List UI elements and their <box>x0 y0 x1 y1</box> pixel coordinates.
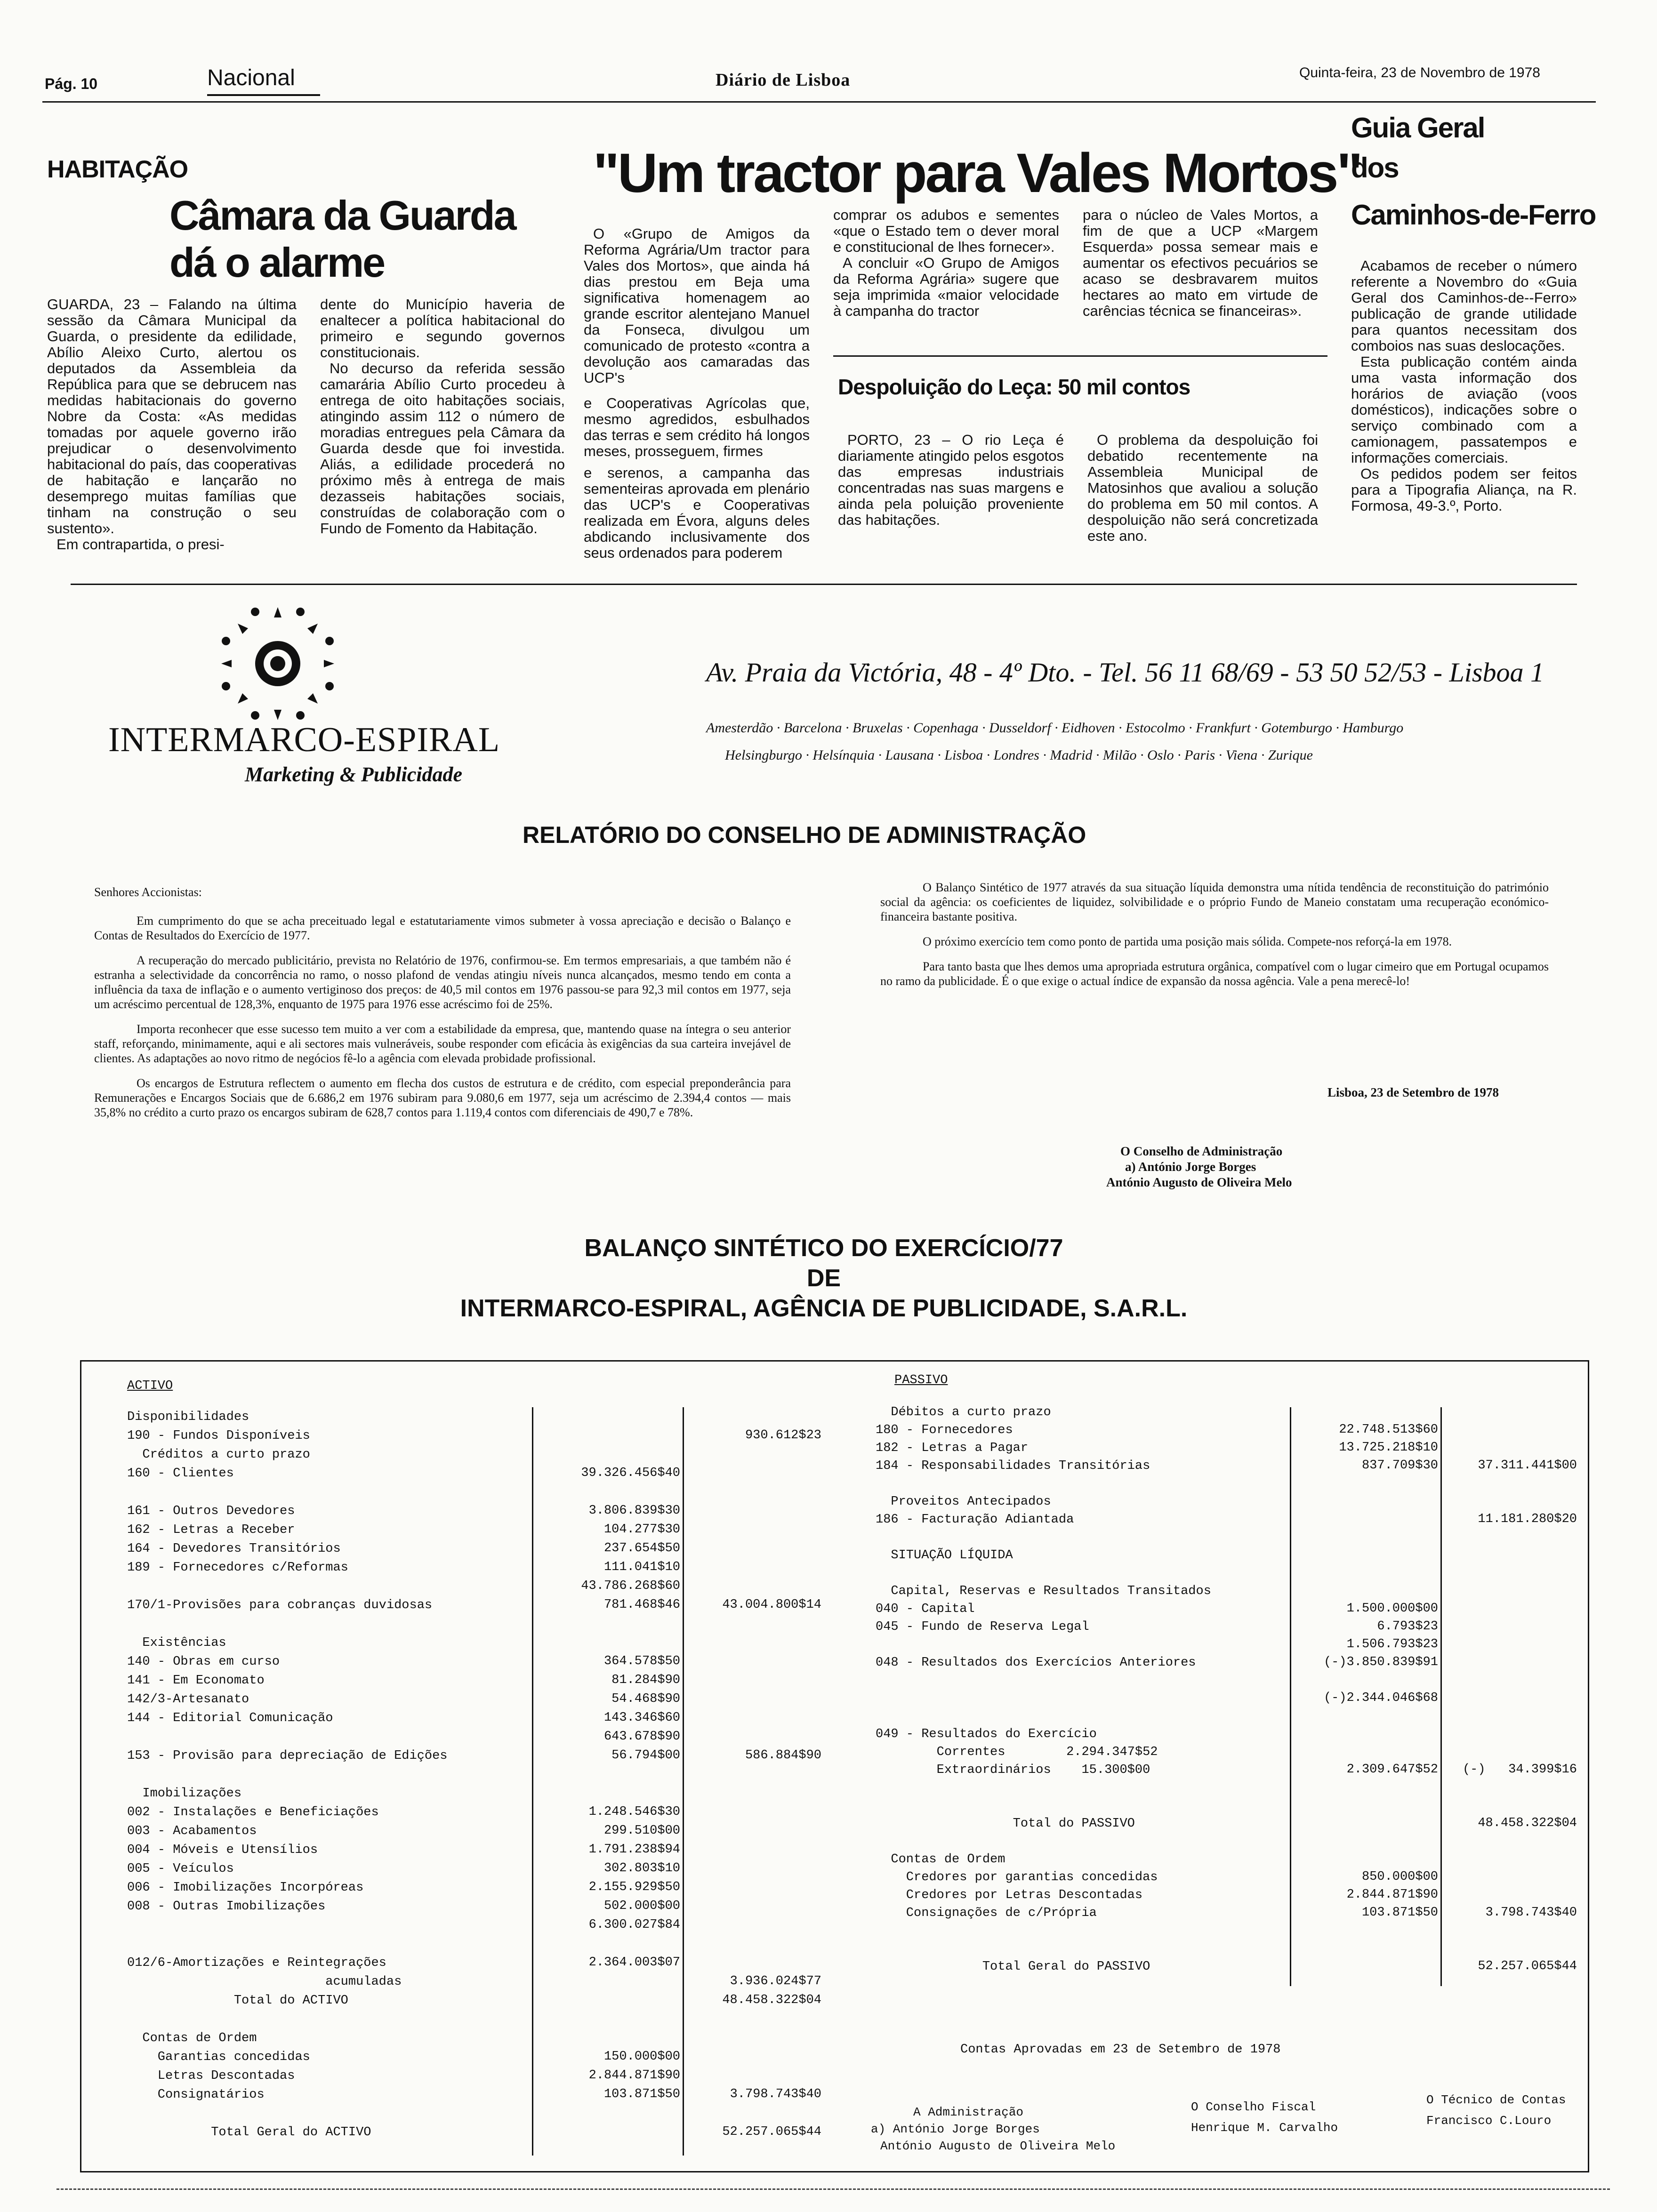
balance-row-label: Disponibilidades <box>127 1410 249 1424</box>
tractor-col-2 <box>833 207 1059 319</box>
balance-row-label: 006 - Imobilizações Incorpóreas <box>127 1881 364 1895</box>
balance-row-total: 52.257.065$44 <box>722 2125 821 2139</box>
report-place-date: Lisboa, 23 de Setembro de 1978 <box>1327 1085 1499 1099</box>
tractor-col-3-a: para o núcleo de Vales Mortos, a fim de que a UCP «Margem Esquerda» possa semear mais e aumentar os efectivos pecuários se acaso se desbravarem muitos hectares ao mato em virtude de carências técnica se financeiras». <box>1083 207 1318 319</box>
balance-row-amount: 2.844.871$90 <box>1346 1888 1438 1902</box>
balance-row-amount: 237.654$50 <box>603 1541 680 1555</box>
report-p2: A recuperação do mercado publicitário, prevista no Relatório de 1976, confirmou-se. Em termos empresariais, a que também não é estranha a selectividade da concorrência no ramo, o nosso plafond de vendas atingiu níveis nunca alcançados, mesmo tendo em conta a influência da taxa de inflação e o aumento vertiginoso dos preços: de 40,5 mil contos em 1976 passou-se para 92,3 mil contos em 1977, seja um acréscimo percentual de 128,3%, enquanto de 1975 para 1976 esse acréscimo foi de 25%. <box>94 954 791 1011</box>
habitacao-kicker: HABITAÇÃO <box>47 156 188 183</box>
balance-row-amount: 2.364.003$07 <box>588 1956 680 1970</box>
balance-row-amount: 302.803$10 <box>603 1861 680 1875</box>
issue-date: Quinta-feira, 23 de Novembro de 1978 <box>1299 65 1540 80</box>
balance-row-label: 040 - Capital <box>876 1602 975 1616</box>
balance-row-amount: 643.678$90 <box>603 1730 680 1744</box>
balance-row-total: 37.311.441$00 <box>1478 1459 1577 1473</box>
section-underline <box>207 94 320 96</box>
report-p1: Em cumprimento do que se acha preceituado legal e estatutariamente vimos submeter à vossa apreciação e decisão o Balanço e Contas de Resultados do Exercício de 1977. <box>94 914 791 942</box>
guia-headline-2: dos <box>1351 152 1399 184</box>
report-title: RELATÓRIO DO CONSELHO DE ADMINISTRAÇÃO <box>523 822 1086 848</box>
report-p7: Para tanto basta que lhes demos uma apropriada estrutura orgânica, compatível com o lugar cimeiro que em Portugal ocupamos no ramo da publicidade. É o que exige o actual índice de expansão da nossa agência. Vale a pena merecê-lo! <box>880 960 1549 988</box>
agency-address: Av. Praia da Victória, 48 - 4º Dto. - Tel. 56 11 68/69 - 53 50 52/53 - Lisboa 1 <box>706 657 1544 688</box>
balance-row-amount: 143.346$60 <box>603 1711 680 1725</box>
tractor-col-1-c: e serenos, a campanha das sementeiras aprovada em plenário das UCP's e Cooperativas realizada em Évora, alguns deles abdicando inclusivamente dos seus ordenados para poderem <box>584 465 810 561</box>
balance-row-amount: 6.300.027$84 <box>588 1918 680 1932</box>
balance-row-amount: 3.806.839$30 <box>588 1504 680 1518</box>
balance-row-label: 144 - Editorial Comunicação <box>127 1711 333 1725</box>
balance-row-label: 045 - Fundo de Reserva Legal <box>876 1620 1089 1634</box>
balance-title-2: DE <box>806 1265 841 1292</box>
balance-row-label: 008 - Outras Imobilizações <box>127 1899 326 1914</box>
balance-row-label: 140 - Obras em curso <box>127 1655 280 1669</box>
balance-row-label: 003 - Acabamentos <box>127 1824 257 1838</box>
balance-row-amount: (-)3.850.839$91 <box>1323 1655 1438 1669</box>
balance-row-amount: (-)2.344.046$68 <box>1323 1691 1438 1705</box>
habitacao-col-2-b: No decurso da referida sessão camarária Abílio Curto procedeu à entrega de oito habitações sociais, atingindo assim 112 o número de moradias entregues pela Câmara da Guarda desde que foi investida. Aliás, a edilidade procederá no próximo mês à entrega de mais dezasseis habitações sociais, construídas de colaboração com o Fundo de Fomento da Habitação. <box>320 360 565 537</box>
guia-headline-1: Guia Geral <box>1351 112 1485 144</box>
sign-fiscal-title: O Conselho Fiscal <box>1191 2100 1316 2114</box>
balance-row-label: Proveitos Antecipados <box>876 1495 1051 1509</box>
passivo-col-divider-1 <box>1290 1407 1291 1986</box>
passivo-col-divider-2 <box>1440 1407 1442 1986</box>
balance-row-total: 586.884$90 <box>745 1748 821 1763</box>
balance-row-label: Existências <box>127 1636 226 1650</box>
balance-row-amount: 13.725.218$10 <box>1339 1441 1438 1455</box>
balance-row-label: 012/6-Amortizações e Reintegrações <box>127 1956 386 1970</box>
balance-row-label: Credores por Letras Descontadas <box>876 1888 1143 1902</box>
balance-row-label: Contas de Ordem <box>876 1852 1005 1867</box>
activo-col-divider-1 <box>532 1407 533 2156</box>
balance-title-1: BALANÇO SINTÉTICO DO EXERCÍCIO/77 <box>584 1234 1063 1262</box>
habitacao-col-2-a: dente do Município haveria de enaltecer a política habitacional do primeiro e segundo governos constitucionais. <box>320 296 565 361</box>
habitacao-headline-2: dá o alarme <box>169 239 385 286</box>
section-name: Nacional <box>207 65 295 90</box>
habitacao-col-1-text: GUARDA, 23 – Falando na última sessão da Câmara Municipal da Guarda, o presidente da edilidade, Abílio Aleixo Curto, alertou os deputados da Assembleia da República para que se debrucem nas medidas habitacionais do governo Nobre da Costa: «As medidas tomadas por aquele governo irão prejudicar o desenvolvimento habitacional do país, das cooperativas de habitação e lançarão no desemprego muitas famílias que tinham na construção o seu sustento». <box>47 296 297 537</box>
report-p6: O próximo exercício tem como ponto de partida uma posição mais sólida. Compete-nos reforçá-la em 1978. <box>923 935 1452 948</box>
balance-row-label: 048 - Resultados dos Exercícios Anteriores <box>876 1656 1196 1670</box>
balance-row-amount: 103.871$50 <box>603 2087 680 2101</box>
balance-row-amount: 850.000$00 <box>1361 1870 1438 1884</box>
passivo-label: PASSIVO <box>894 1373 948 1387</box>
balance-row-label: 153 - Provisão para depreciação de Edições <box>127 1749 448 1763</box>
tractor-col-2-a: comprar os adubos e sementes «que o Estado tem o dever moral e constitucional de lhes fornecer». <box>833 207 1059 255</box>
balance-row-amount: 43.786.268$60 <box>581 1579 680 1593</box>
tractor-col-1-a: O «Grupo de Amigos da Reforma Agrária/Um tractor para Vales dos Mortos», que ainda há dias prestou em Beja uma significativa homenagem ao grande escritor alentejano Manuel da Fonseca, divulgou um comunicado de protesto «contra a devolução aos camaradas das UCP's <box>584 225 810 386</box>
report-salutation: Senhores Accionistas: <box>94 885 202 899</box>
balance-row-label: 141 - Em Economato <box>127 1674 265 1688</box>
balance-row-amount: 54.468$90 <box>611 1692 680 1706</box>
guia-p2: Esta publicação contém ainda uma vasta informação dos horários de aviação (voos domésticos), indicações sobre o serviço combinado com a camionagem, passatempos e informações comerciais. <box>1351 353 1577 466</box>
office-cities-2: Helsingburgo · Helsínquia · Lausana · Lisboa · Londres · Madrid · Milão · Oslo · Paris · Viena · Zurique <box>725 747 1313 763</box>
balance-row-amount: 364.578$50 <box>603 1654 680 1668</box>
balance-row-total: 930.612$23 <box>745 1428 821 1443</box>
tractor-col-3 <box>1083 207 1318 319</box>
sign-admin-title: A Administração <box>913 2105 1024 2119</box>
balance-row-label: 004 - Móveis e Utensílios <box>127 1843 318 1857</box>
guia-p1: Acabamos de receber o número referente a Novembro do «Guia Geral dos Caminhos-de--Ferro» publicação de grande utilidade para quantos necessitam dos comboios nas suas deslocações. <box>1351 257 1577 354</box>
habitacao-col-1 <box>47 297 297 553</box>
approval-note: Contas Aprovadas em 23 de Setembro de 1978 <box>960 2043 1281 2057</box>
leca-headline: Despoluição do Leça: 50 mil contos <box>838 375 1190 399</box>
balance-row-amount: 39.326.456$40 <box>581 1466 680 1480</box>
balance-row-amount: 56.794$00 <box>611 1748 680 1763</box>
balance-row-label: Total do ACTIVO <box>127 1994 348 2008</box>
balance-row-total: 48.458.322$04 <box>1478 1816 1577 1830</box>
balance-row-label: Consignações de c/Própria <box>876 1906 1097 1920</box>
habitacao-col-1-end: Em contrapartida, o presi- <box>56 536 225 553</box>
balance-row-label: 190 - Fundos Disponíveis <box>127 1429 310 1443</box>
balance-row-label: acumuladas <box>127 1975 402 1989</box>
balance-row-amount: 837.709$30 <box>1361 1459 1438 1473</box>
balance-row-label: 002 - Instalações e Beneficiações <box>127 1805 379 1819</box>
tractor-headline: "Um tractor para Vales Mortos" <box>593 142 1361 204</box>
balance-row-amount: 6.793$23 <box>1377 1619 1438 1634</box>
balance-row-total: 52.257.065$44 <box>1478 1959 1577 1973</box>
balance-row-amount: 1.506.793$23 <box>1346 1637 1438 1651</box>
balance-row-label: 184 - Responsabilidades Transitórias <box>876 1459 1150 1473</box>
report-right-col <box>880 880 1549 999</box>
sign-fiscal <box>1191 2097 1338 2138</box>
balance-row-label: Débitos a curto prazo <box>876 1405 1051 1419</box>
balance-row-amount: 22.748.513$60 <box>1339 1423 1438 1437</box>
sign-tecnico-title: O Técnico de Contas <box>1426 2093 1566 2107</box>
balance-row-amount: 150.000$00 <box>603 2050 680 2064</box>
guia-col <box>1351 258 1577 514</box>
balance-row-label: 164 - Devedores Transitórios <box>127 1542 341 1556</box>
sign-admin-1: a) António Jorge Borges <box>871 2122 1040 2136</box>
sign-tecnico <box>1426 2090 1566 2131</box>
balance-row-label: 180 - Fornecedores <box>876 1423 1013 1437</box>
tractor-col-1-b: e Cooperativas Agrícolas que, mesmo agredidos, esbulhados das terras e sem crédito há longos meses, prosseguem, firmes <box>584 395 810 459</box>
sign-admin-2: António Augusto de Oliveira Melo <box>880 2139 1116 2153</box>
report-p5: O Balanço Sintético de 1977 através da sua situação líquida demonstra uma nítida tendência de reconstituição do património social da agência: os coeficientes de liquidez, solvibilidade e o próprio Fundo de Maneio constatam uma recuperação económico-financeira bastante positiva. <box>880 881 1549 923</box>
leca-col-1-text: PORTO, 23 – O rio Leça é diariamente atingido pelos esgotos das empresas industriais concentradas nas suas margens e ainda pela poluição proveniente das habitações. <box>838 432 1064 528</box>
balance-row-amount: 103.871$50 <box>1361 1906 1438 1920</box>
balance-row-amount: 781.468$46 <box>603 1598 680 1612</box>
report-sig-1: O Conselho de Administração <box>1120 1144 1283 1158</box>
leca-col-2-text: O problema da despoluição foi debatido recentemente na Assembleia Municipal de Matosinhos que avaliou a solução do problema em 50 mil contos. A despoluição não será concretizada este ano. <box>1087 432 1318 544</box>
balance-row-amount: 81.284$90 <box>611 1673 680 1687</box>
tractor-col-2-b: A concluir «O Grupo de Amigos da Reforma Agrária» sugere que seja imprimida «maior velocidade à campanha do tractor <box>833 255 1059 319</box>
balance-row-amount: 104.277$30 <box>603 1523 680 1537</box>
newspaper-name: Diário de Lisboa <box>716 70 851 90</box>
balance-row-amount: 2.155.929$50 <box>588 1880 680 1894</box>
balance-row-amount: 502.000$00 <box>603 1899 680 1913</box>
activo-col-divider-2 <box>683 1407 684 2156</box>
office-cities-1: Amesterdão · Barcelona · Bruxelas · Copenhaga · Dusseldorf · Eidhoven · Estocolmo · Frankfurt · Gotemburgo · Hamburgo <box>706 720 1404 736</box>
balance-row-label: Credores por garantias concedidas <box>876 1870 1158 1884</box>
balance-row-label: Total do PASSIVO <box>876 1817 1135 1831</box>
balance-row-amount: 1.791.238$94 <box>588 1843 680 1857</box>
header-rule <box>42 101 1596 103</box>
habitacao-headline-1: Câmara da Guarda <box>169 192 515 239</box>
brand-name: INTERMARCO-ESPIRAL <box>108 721 500 759</box>
balance-row-label: 170/1-Provisões para cobranças duvidosas <box>127 1598 433 1612</box>
balance-row-label: 186 - Facturação Adiantada <box>876 1513 1074 1527</box>
balance-row-label: 142/3-Artesanato <box>127 1692 249 1707</box>
balance-row-amount: 111.041$10 <box>603 1560 680 1574</box>
tractor-col-1 <box>584 226 810 561</box>
balance-row-label: 160 - Clientes <box>127 1467 234 1481</box>
leca-col-2 <box>1087 432 1318 544</box>
report-sig-2: a) António Jorge Borges <box>1125 1160 1256 1174</box>
balance-row-amount: 1.500.000$00 <box>1346 1602 1438 1616</box>
report-left-col <box>94 885 791 1130</box>
page-number: Pág. 10 <box>45 75 98 92</box>
balance-row-total: (-) 34.399$16 <box>1462 1763 1577 1777</box>
guia-p3: Os pedidos podem ser feitos para a Tipografia Aliança, na R. Formosa, 49-3.º, Porto. <box>1351 465 1577 514</box>
balance-row-total: 48.458.322$04 <box>722 1993 821 2007</box>
sign-tecnico-1: Francisco C.Louro <box>1426 2114 1552 2128</box>
report-sig-3: António Augusto de Oliveira Melo <box>1106 1175 1292 1189</box>
intermarco-star-logo-icon <box>212 598 344 729</box>
leca-col-1 <box>838 432 1064 528</box>
balance-row-label: 161 - Outros Devedores <box>127 1504 295 1518</box>
balance-row-label: 189 - Fornecedores c/Reformas <box>127 1561 348 1575</box>
balance-row-amount: 1.248.546$30 <box>588 1805 680 1819</box>
balance-title-3: INTERMARCO-ESPIRAL, AGÊNCIA DE PUBLICIDADE, S.A.R.L. <box>460 1295 1188 1322</box>
news-bottom-rule <box>71 584 1577 585</box>
balance-row-label: Extraordinários 15.300$00 <box>876 1763 1150 1777</box>
balance-row-label: 049 - Resultados do Exercício <box>876 1727 1097 1741</box>
balance-row-total: 11.181.280$20 <box>1478 1512 1577 1526</box>
balance-row-total: 43.004.800$14 <box>722 1598 821 1612</box>
balance-row-amount: 299.510$00 <box>603 1824 680 1838</box>
report-signatures <box>1106 1144 1292 1190</box>
balance-row-label: 162 - Letras a Receber <box>127 1523 295 1537</box>
report-p4: Os encargos de Estrutura reflectem o aumento em flecha dos custos de estrutura e de crédito, com especial preponderância para Remunerações e Encargos Sociais que de 6.686,2 em 1976 subiram para 9.080,6 em 1977, seja um acréscimo de 2.394,4 contos — mais 35,8% no crédito a curto prazo os encargos subiram de 628,7 contos para 1.119,4 contos com diferenciais de 490,7 e 78%. <box>94 1076 791 1119</box>
balance-row-label: Letras Descontadas <box>127 2069 295 2083</box>
balance-title <box>235 1233 1412 1323</box>
balance-row-total: 3.798.743$40 <box>730 2087 821 2101</box>
balance-row-label: Créditos a curto prazo <box>127 1448 310 1462</box>
activo-label: ACTIVO <box>127 1379 173 1393</box>
balance-row-label: Consignatários <box>127 2088 265 2102</box>
balance-row-amount: 2.309.647$52 <box>1346 1763 1438 1777</box>
balance-row-label: Garantias concedidas <box>127 2050 310 2064</box>
balance-row-label: Total Geral do PASSIVO <box>876 1960 1150 1974</box>
balance-row-label: Imobilizações <box>127 1787 242 1801</box>
balance-row-label: Total Geral do ACTIVO <box>127 2125 371 2140</box>
balance-row-label: Correntes 2.294.347$52 <box>876 1745 1158 1759</box>
guia-headline-3: Caminhos-de-Ferro <box>1351 199 1596 231</box>
balance-row-label: 182 - Letras a Pagar <box>876 1441 1029 1455</box>
habitacao-col-2 <box>320 297 565 537</box>
leca-top-rule <box>833 355 1327 357</box>
brand-subtitle: Marketing & Publicidade <box>245 763 462 786</box>
balance-row-label: Contas de Ordem <box>127 2031 257 2045</box>
balance-row-total: 3.798.743$40 <box>1485 1906 1577 1920</box>
balance-row-label: 005 - Veículos <box>127 1862 234 1876</box>
balance-row-label: SITUAÇÃO LÍQUIDA <box>876 1548 1013 1563</box>
page-bottom-rule <box>56 2188 1610 2190</box>
sign-admin <box>871 2104 1115 2155</box>
balance-row-label: Capital, Reservas e Resultados Transitados <box>876 1584 1211 1598</box>
balance-row-total: 3.936.024$77 <box>730 1974 821 1988</box>
sign-fiscal-1: Henrique M. Carvalho <box>1191 2121 1338 2135</box>
balance-row-amount: 2.844.871$90 <box>588 2068 680 2083</box>
report-p3: Importa reconhecer que esse sucesso tem muito a ver com a estabilidade da empresa, que, mantendo quase na íntegra o seu anterior staff, reforçando, minimamente, aqui e ali sectores mais vulneráveis, soube responder com eficácia às exigências da sua carteira invejável de clientes. As adaptações ao novo ritmo de negócios fê-lo a agência com elevada probidade profissional. <box>94 1022 791 1065</box>
